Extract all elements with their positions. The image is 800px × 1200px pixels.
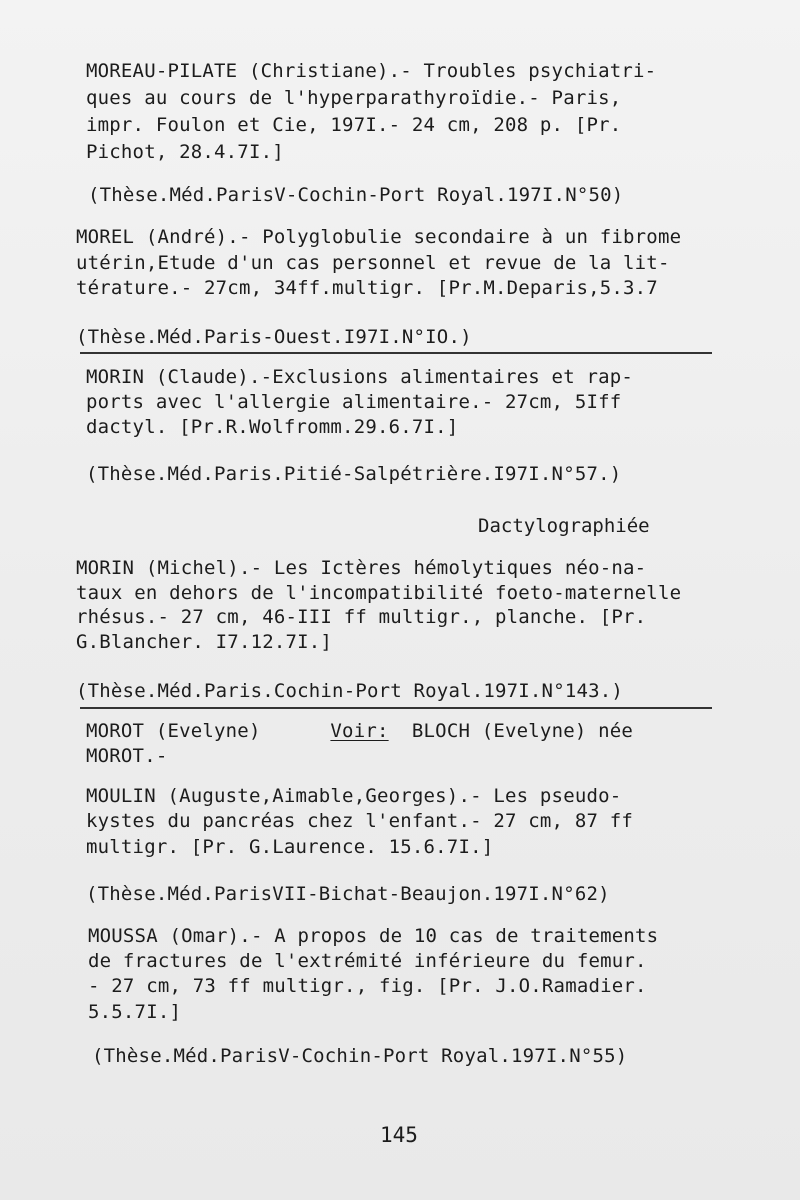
entry-line: ports avec l'allergie alimentaire.- 27cm, 5Iff xyxy=(86,391,622,413)
thesis-reference: (Thèse.Méd.Paris.Cochin-Port Royal.197I.N°143.) xyxy=(76,680,624,702)
typescript-note: Dactylographiée xyxy=(478,515,650,537)
entry-line: MOREL (André).- Polyglobulie secondaire à un fibrome xyxy=(76,226,682,248)
entry-line: térature.- 27cm, 34ff.multigr. [Pr.M.Deparis,5.3.7 xyxy=(76,277,658,299)
entry-line: de fractures de l'extrémité inférieure du femur. xyxy=(88,950,647,972)
entry-line: ques au cours de l'hyperparathyroïdie.- Paris, xyxy=(86,87,622,109)
entry-line: 5.5.7I.] xyxy=(88,1001,182,1023)
thesis-reference: (Thèse.Méd.Paris-Ouest.I97I.N°IO.) xyxy=(76,326,472,348)
entry-line: MORIN (Michel).- Les Ictères hémolytiques néo-na- xyxy=(76,557,647,579)
entry-line: - 27 cm, 73 ff multigr., fig. [Pr. J.O.Ramadier. xyxy=(88,975,647,997)
thesis-reference: (Thèse.Méd.Paris.Pitié-Salpétrière.I97I.N°57.) xyxy=(86,463,622,485)
entry-line: G.Blancher. I7.12.7I.] xyxy=(76,631,333,653)
entry-line-cross-reference xyxy=(86,720,633,742)
entry-line: MOUSSA (Omar).- A propos de 10 cas de traitements xyxy=(88,925,659,947)
entry-line: MOROT.- xyxy=(86,745,168,767)
separator-rule xyxy=(80,352,712,354)
entry-name: MOROT (Evelyne) xyxy=(86,720,331,742)
thesis-reference: (Thèse.Méd.ParisV-Cochin-Port Royal.197I.N°55) xyxy=(92,1045,628,1067)
entry-line: utérin,Etude d'un cas personnel et revue de la lit- xyxy=(76,252,670,274)
entry-line: kystes du pancréas chez l'enfant.- 27 cm, 87 ff xyxy=(86,810,634,832)
entry-line: taux en dehors de l'incompatibilité foeto-maternelle xyxy=(76,582,682,604)
entry-line: impr. Foulon et Cie, 197I.- 24 cm, 208 p. [Pr. xyxy=(86,114,622,136)
thesis-reference: (Thèse.Méd.ParisV-Cochin-Port Royal.197I.N°50) xyxy=(88,184,624,206)
separator-rule xyxy=(80,707,712,709)
entry-line: MOREAU-PILATE (Christiane).- Troubles psychiatri- xyxy=(86,60,657,82)
reference-target: BLOCH (Evelyne) née xyxy=(388,720,634,742)
entry-line: Pichot, 28.4.7I.] xyxy=(86,141,284,163)
page-number: 145 xyxy=(380,1123,418,1147)
entry-line: multigr. [Pr. G.Laurence. 15.6.7I.] xyxy=(86,836,494,858)
thesis-reference: (Thèse.Méd.ParisVII-Bichat-Beaujon.197I.N°62) xyxy=(86,883,610,905)
entry-line: dactyl. [Pr.R.Wolfromm.29.6.7I.] xyxy=(86,416,459,438)
entry-line: rhésus.- 27 cm, 46-III ff multigr., planche. [Pr. xyxy=(76,606,647,628)
entry-line: MORIN (Claude).-Exclusions alimentaires et rap- xyxy=(86,366,634,388)
entry-line: MOULIN (Auguste,Aimable,Georges).- Les pseudo- xyxy=(86,785,622,807)
voir-label: Voir: xyxy=(330,720,389,742)
